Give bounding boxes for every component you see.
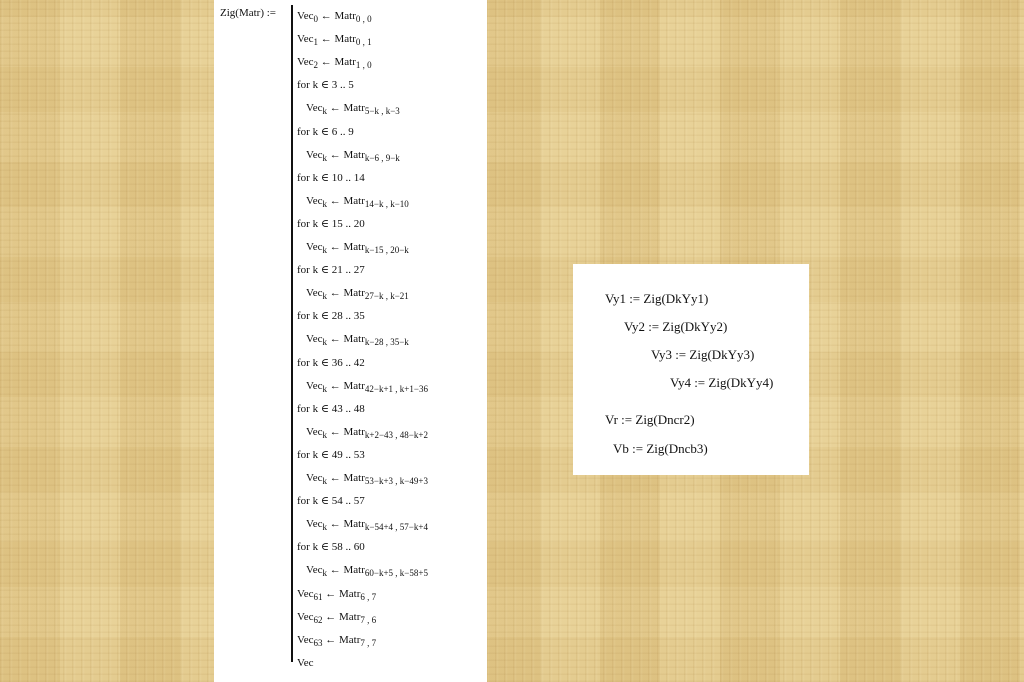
line-operator: ← Matr (327, 194, 365, 207)
line-index: 14−k , k−10 (364, 198, 409, 209)
assignment-line (297, 610, 376, 624)
line-index: k−54+4 , 57−k+4 (364, 522, 428, 533)
assignment-line (306, 471, 428, 485)
for-loop-line (297, 309, 365, 323)
line-index: 5−k , k−3 (364, 106, 400, 117)
assignment-line (306, 148, 400, 162)
line-index: 27−k , k−21 (364, 291, 409, 302)
assignment-line (306, 101, 400, 115)
line-subscript: k (322, 568, 327, 579)
line-subscript: 63 (313, 637, 323, 648)
line-operator: ← Matr (318, 56, 356, 69)
line-text: for k ∈ 15 .. 20 (297, 217, 365, 230)
line-text: Vec (306, 194, 323, 207)
function-header: Zig(Matr) := (220, 7, 276, 19)
line-text: for k ∈ 54 .. 57 (297, 495, 365, 508)
line-text: for k ∈ 49 .. 53 (297, 448, 365, 461)
line-index: k−28 , 35−k (364, 337, 409, 348)
line-text: for k ∈ 3 .. 5 (297, 79, 354, 92)
line-text: for k ∈ 6 .. 9 (297, 125, 354, 138)
line-operator: ← Matr (327, 333, 365, 346)
assignment-vy2: Vy2 := Zig(DkYy2) (624, 319, 728, 334)
assignment-line (306, 286, 409, 300)
assignment-line (306, 425, 428, 439)
line-text: Vec (306, 148, 323, 161)
line-subscript: k (322, 106, 327, 117)
line-operator: ← Matr (327, 518, 365, 531)
line-operator: ← Matr (322, 587, 361, 600)
line-text: for k ∈ 36 .. 42 (297, 356, 365, 369)
line-index: 0 , 0 (355, 14, 372, 24)
assignment-line (297, 587, 376, 601)
line-subscript: k (322, 198, 327, 209)
line-subscript: k (322, 337, 327, 348)
for-loop-line (297, 402, 365, 416)
for-loop-line (297, 356, 365, 370)
assignment-line (306, 240, 409, 254)
assignment-line (297, 9, 372, 23)
line-index: 60−k+5 , k−58+5 (364, 568, 428, 579)
program-bracket (291, 5, 293, 662)
for-loop-line (297, 263, 365, 277)
line-subscript: k (322, 152, 327, 163)
assignment-vb: Vb := Zig(Dncb3) (613, 441, 708, 456)
line-text: for k ∈ 58 .. 60 (297, 541, 365, 554)
line-subscript: k (322, 383, 327, 394)
line-subscript: 62 (313, 614, 323, 625)
line-index: 53−k+3 , k−49+3 (364, 476, 428, 486)
line-index: 42−k+1 , k+1−36 (364, 383, 428, 394)
line-text: Vec (306, 518, 323, 531)
line-text: Vec (297, 10, 314, 22)
for-loop-line (297, 448, 365, 462)
line-text: Vec (306, 241, 323, 253)
for-loop-line (297, 494, 365, 508)
line-operator: ← Matr (327, 425, 365, 438)
assignment-vy3: Vy3 := Zig(DkYy3) (651, 347, 755, 362)
line-operator: ← Matr (327, 287, 365, 300)
line-operator: ← Matr (322, 633, 361, 646)
line-operator: ← Matr (327, 379, 365, 392)
line-text: Vec (297, 610, 314, 623)
line-index: 1 , 0 (355, 60, 372, 71)
line-text: Vec (306, 102, 323, 115)
line-operator: ← Matr (327, 564, 365, 577)
line-text: Vec (306, 472, 323, 484)
line-index: k−6 , 9−k (364, 152, 400, 163)
line-text: Vec (297, 633, 314, 646)
for-loop-line (297, 171, 365, 185)
line-text: Vec (306, 379, 323, 392)
line-operator: ← Matr (327, 241, 365, 253)
for-loop-line (297, 540, 365, 554)
line-subscript: k (322, 245, 327, 255)
line-index: k+2−43 , 48−k+2 (364, 429, 428, 440)
line-index: 0 , 1 (355, 37, 372, 48)
function-definition-panel (214, 0, 487, 682)
line-index: 7 , 6 (360, 614, 377, 625)
line-subscript: 1 (313, 37, 318, 48)
line-text: for k ∈ 28 .. 35 (297, 310, 365, 323)
assignment-vy1: Vy1 := Zig(DkYy1) (605, 291, 709, 306)
line-text: for k ∈ 10 .. 14 (297, 171, 365, 184)
line-operator: ← Matr (318, 33, 356, 46)
assignment-line (297, 656, 314, 670)
line-operator: ← Matr (327, 102, 365, 115)
line-text: Vec (306, 425, 323, 438)
line-text: Vec (297, 33, 314, 46)
line-index: 6 , 7 (360, 591, 377, 602)
line-text: for k ∈ 21 .. 27 (297, 264, 365, 277)
assignment-line (297, 633, 376, 647)
line-operator: ← Matr (322, 610, 361, 623)
assignment-vr: Vr := Zig(Dncr2) (605, 412, 695, 427)
line-subscript: k (322, 429, 327, 440)
line-operator: ← Matr (327, 148, 365, 161)
line-text: Vec (306, 564, 323, 577)
line-text: Vec (297, 587, 314, 600)
line-subscript: k (322, 522, 327, 533)
assignments-panel (573, 264, 809, 475)
line-text: Vec (297, 656, 314, 669)
assignment-vy4: Vy4 := Zig(DkYy4) (670, 375, 774, 390)
line-operator: ← Matr (327, 472, 365, 484)
line-subscript: k (322, 476, 327, 486)
assignment-line (306, 563, 428, 577)
line-subscript: 2 (313, 60, 318, 71)
line-subscript: k (322, 291, 327, 302)
line-index: k−15 , 20−k (364, 245, 409, 255)
line-index: 7 , 7 (360, 637, 377, 648)
line-operator: ← Matr (318, 10, 356, 22)
line-text: Vec (306, 287, 323, 300)
for-loop-line (297, 217, 365, 231)
line-text: for k ∈ 43 .. 48 (297, 402, 365, 415)
assignment-line (306, 379, 428, 393)
for-loop-line (297, 78, 354, 92)
line-subscript: 61 (313, 591, 323, 602)
assignment-line (306, 517, 428, 531)
line-text: Vec (297, 56, 314, 69)
line-subscript: 0 (313, 14, 318, 24)
assignment-line (297, 55, 372, 69)
assignment-line (306, 194, 409, 208)
line-text: Vec (306, 333, 323, 346)
assignment-line (306, 332, 409, 346)
for-loop-line (297, 125, 354, 139)
assignment-line (297, 32, 372, 46)
